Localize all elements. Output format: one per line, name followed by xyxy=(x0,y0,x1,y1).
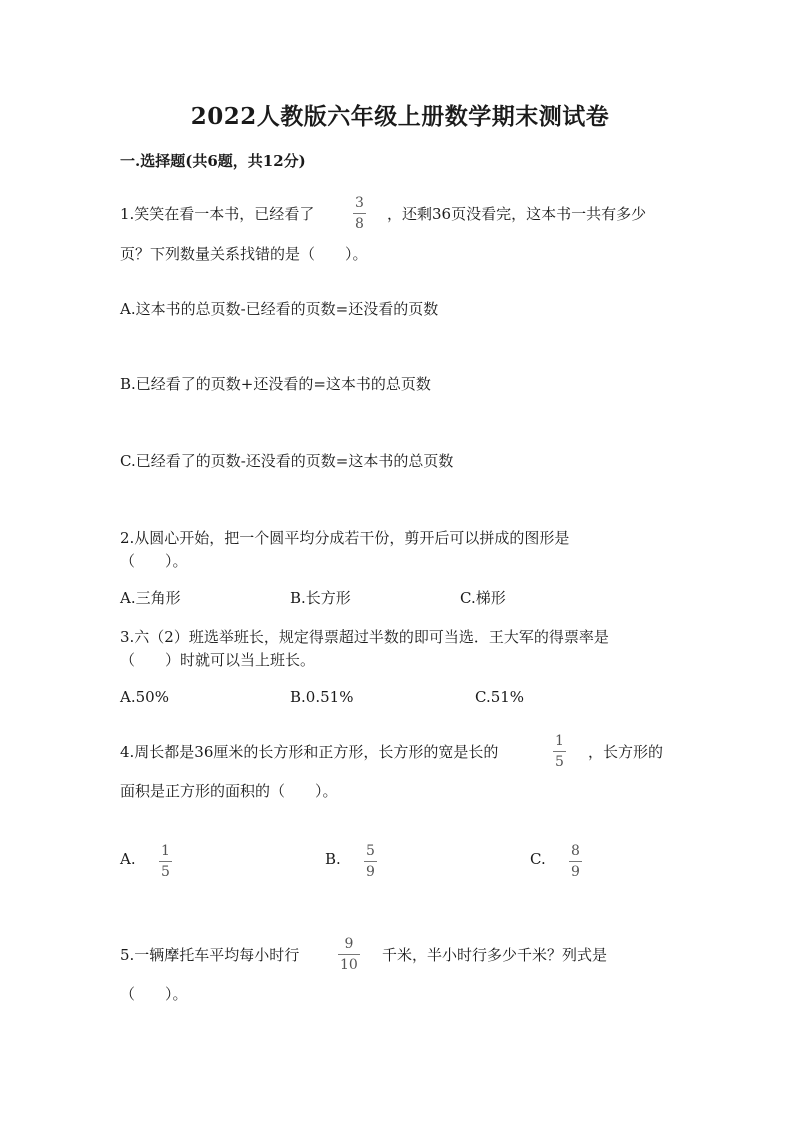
q1-fraction-numerator: 3 xyxy=(355,195,364,211)
q4-fraction-numerator: 1 xyxy=(555,733,564,749)
q2-line1: 2.从圆心开始，把一个圆平均分成若干份，剪开后可以拼成的图形是 xyxy=(120,529,570,547)
q5-line1-part2: 千米，半小时行多少千米？列式是 xyxy=(382,946,608,964)
section-heading: 一.选择题(共6题，共12分) xyxy=(120,152,306,170)
fraction-numerator: 5 xyxy=(366,843,375,859)
q5-fraction-denominator: 10 xyxy=(340,957,358,973)
fraction-denominator: 9 xyxy=(366,864,375,880)
q5-line2: （ ）。 xyxy=(120,985,188,1003)
q4-line1-part2: ，长方形的 xyxy=(588,743,664,761)
q1-option-c[interactable]: C.已经看了的页数-还没看的页数=这本书的总页数 xyxy=(120,452,454,470)
q4-line1-part1: 4.周长都是36厘米的长方形和正方形，长方形的宽是长的 xyxy=(120,743,499,761)
q5-line1-part1: 5.一辆摩托车平均每小时行 xyxy=(120,946,300,964)
q1-line1-part1: 1.笑笑在看一本书，已经看了 xyxy=(120,205,315,223)
q2-option-a[interactable]: A.三角形 xyxy=(120,589,181,607)
q1-fraction xyxy=(353,196,366,231)
q2-option-b[interactable]: B.长方形 xyxy=(290,589,351,607)
q3-line1: 3.六（2）班选举班长，规定得票超过半数的即可当选．王大军的得票率是 xyxy=(120,628,609,646)
q5-fraction xyxy=(338,937,360,972)
fraction-numerator: 8 xyxy=(571,843,580,859)
q4-option-b-fraction[interactable] xyxy=(364,844,377,879)
q1-option-b[interactable]: B.已经看了的页数+还没看的=这本书的总页数 xyxy=(120,375,431,393)
q4-option-b-label[interactable]: B. xyxy=(325,850,341,868)
q1-option-a[interactable]: A.这本书的总页数-已经看的页数=还没看的页数 xyxy=(120,300,439,318)
q5-fraction-numerator: 9 xyxy=(344,936,354,952)
q4-fraction xyxy=(553,734,566,769)
fraction-denominator: 5 xyxy=(161,864,170,880)
fraction-numerator: 1 xyxy=(161,843,170,859)
q3-option-a[interactable]: A.50% xyxy=(120,688,169,706)
q1-line1-part2: ，还剩36页没看完，这本书一共有多少 xyxy=(387,205,647,223)
fraction-denominator: 9 xyxy=(571,864,580,880)
q4-fraction-denominator: 5 xyxy=(555,754,564,770)
q1-fraction-denominator: 8 xyxy=(355,216,364,232)
q2-line2: （ ）。 xyxy=(120,552,188,570)
q4-option-a-label[interactable]: A. xyxy=(120,850,136,868)
q4-option-a-fraction[interactable] xyxy=(159,844,172,879)
page-title: 2022人教版六年级上册数学期末测试卷 xyxy=(190,103,610,130)
q4-option-c-label[interactable]: C. xyxy=(530,850,546,868)
q4-line2: 面积是正方形的面积的（ ）。 xyxy=(120,782,338,800)
q3-option-b[interactable]: B.0.51% xyxy=(290,688,354,706)
q3-option-c[interactable]: C.51% xyxy=(475,688,525,706)
q2-option-c[interactable]: C.梯形 xyxy=(460,589,506,607)
q4-option-c-fraction[interactable] xyxy=(569,844,582,879)
q3-line2: （ ）时就可以当上班长。 xyxy=(120,651,316,669)
q1-line2: 页？下列数量关系找错的是（ ）。 xyxy=(120,245,368,263)
